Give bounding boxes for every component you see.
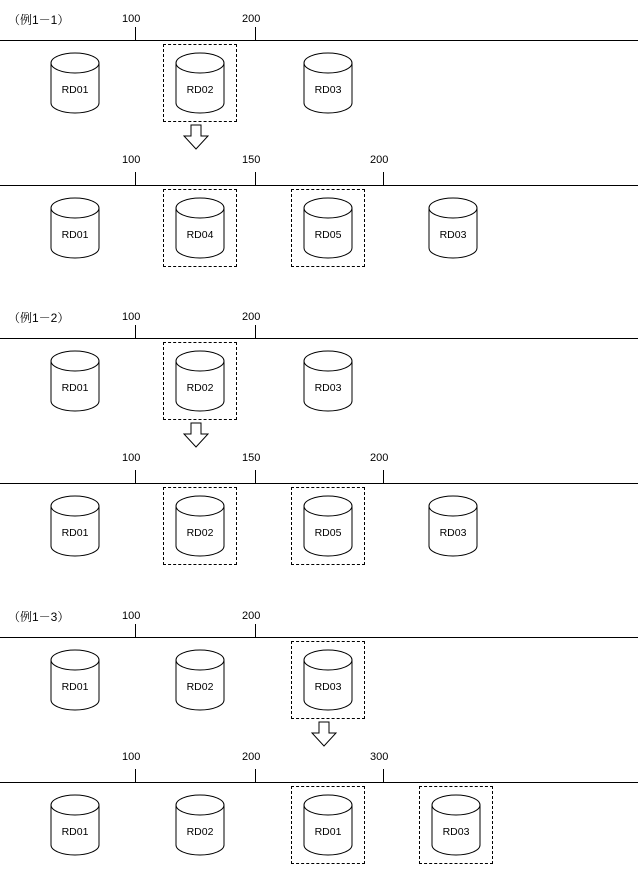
axis-tick (255, 470, 256, 484)
database-label: RD02 (186, 826, 214, 838)
after-row-axis (0, 782, 638, 783)
axis-tick-label: 200 (370, 452, 389, 464)
axis-tick-label: 200 (242, 610, 261, 622)
axis-tick-label: 150 (242, 452, 261, 464)
database-cylinder (300, 794, 356, 856)
before-row-axis (0, 637, 638, 638)
axis-tick-label: 200 (242, 311, 261, 323)
database-label: RD02 (186, 527, 214, 539)
database-label: RD01 (61, 527, 89, 539)
database-label: RD03 (314, 84, 342, 96)
database-label: RD03 (442, 826, 470, 838)
down-arrow-icon (311, 721, 337, 747)
database-cylinder (172, 350, 228, 412)
database-label: RD01 (61, 229, 89, 241)
axis-tick-label: 100 (122, 751, 141, 763)
axis-tick-label: 100 (122, 610, 141, 622)
database-label: RD01 (61, 826, 89, 838)
before-row-axis (0, 338, 638, 339)
axis-tick-label: 200 (242, 13, 261, 25)
database-cylinder (47, 794, 103, 856)
axis-tick (135, 769, 136, 783)
axis-tick (255, 624, 256, 638)
database-label: RD03 (439, 229, 467, 241)
down-arrow-icon (183, 422, 209, 448)
axis-tick-label: 100 (122, 13, 141, 25)
axis-tick-label: 200 (370, 154, 389, 166)
axis-tick-label: 100 (122, 311, 141, 323)
axis-tick (383, 470, 384, 484)
database-cylinder (300, 649, 356, 711)
axis-tick-label: 200 (242, 751, 261, 763)
database-cylinder (300, 495, 356, 557)
section-caption: （例1－3） (8, 610, 70, 624)
axis-tick-label: 300 (370, 751, 389, 763)
database-cylinder (425, 495, 481, 557)
database-label: RD01 (61, 84, 89, 96)
section-caption: （例1－1） (8, 13, 70, 27)
axis-tick (135, 624, 136, 638)
database-label: RD03 (314, 382, 342, 394)
database-cylinder (47, 495, 103, 557)
axis-tick (255, 325, 256, 339)
after-row-axis (0, 483, 638, 484)
database-cylinder (172, 794, 228, 856)
database-label: RD05 (314, 527, 342, 539)
axis-tick (135, 470, 136, 484)
database-cylinder (47, 649, 103, 711)
axis-tick-label: 100 (122, 452, 141, 464)
section-caption: （例1－2） (8, 311, 70, 325)
database-cylinder (47, 350, 103, 412)
axis-tick (383, 769, 384, 783)
database-label: RD02 (186, 681, 214, 693)
database-label: RD03 (439, 527, 467, 539)
axis-tick-label: 100 (122, 154, 141, 166)
database-label: RD02 (186, 382, 214, 394)
database-cylinder (428, 794, 484, 856)
axis-tick-label: 150 (242, 154, 261, 166)
database-label: RD04 (186, 229, 214, 241)
database-label: RD01 (61, 382, 89, 394)
database-cylinder (300, 350, 356, 412)
database-label: RD01 (61, 681, 89, 693)
axis-tick (135, 325, 136, 339)
database-cylinder (172, 649, 228, 711)
database-label: RD05 (314, 229, 342, 241)
database-cylinder (172, 495, 228, 557)
database-label: RD01 (314, 826, 342, 838)
database-label: RD02 (186, 84, 214, 96)
database-label: RD03 (314, 681, 342, 693)
axis-tick (255, 769, 256, 783)
